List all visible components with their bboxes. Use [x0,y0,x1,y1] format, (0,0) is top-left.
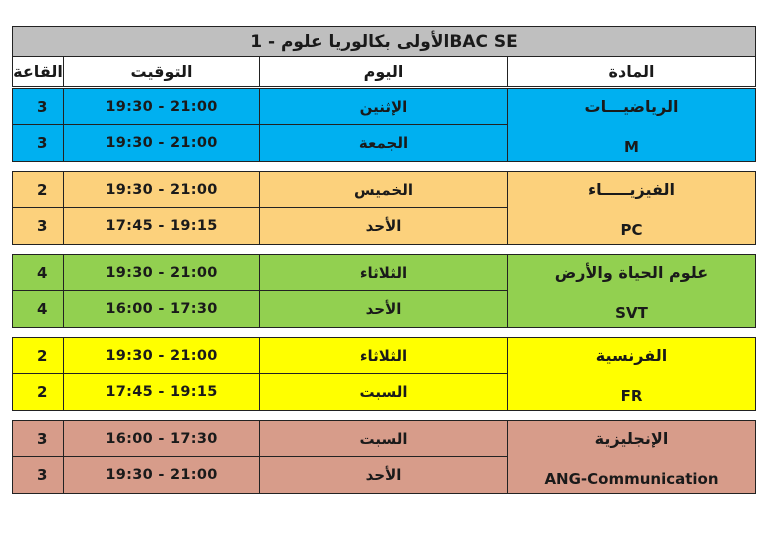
header-time: التوقيت [64,57,260,87]
time-cell: 19:30 - 21:00 [64,88,260,125]
subject-group-french [12,337,756,411]
schedule-row [12,457,508,494]
subject-cell [508,254,756,328]
subject-name-en: SVT [615,304,648,322]
day-cell: الجمعة [260,125,508,162]
time-cell: 17:45 - 19:15 [64,374,260,411]
subject-name-en: ANG-Communication [544,470,719,488]
time-cell: 19:30 - 21:00 [64,125,260,162]
header-room: القاعة [12,57,64,87]
header-day: اليوم [260,57,508,87]
schedule-row [12,291,508,328]
subject-name-ar: الإنجليزية [594,429,669,448]
subject-name-en: M [624,138,639,156]
subject-name-en: FR [620,387,643,405]
schedule-row [12,254,508,291]
schedule-row [12,125,508,162]
day-cell: الثلاثاء [260,337,508,374]
subject-cell [508,88,756,162]
header-subject: المادة [508,57,756,87]
time-cell: 16:00 - 17:30 [64,291,260,328]
table-title: الأولى بكالوريا علوم - 1BAC SE [12,26,756,57]
day-cell: السبت [260,374,508,411]
schedule-row [12,88,508,125]
day-cell: الخميس [260,171,508,208]
day-cell: الأحد [260,208,508,245]
day-cell: الأحد [260,291,508,328]
day-cell: الثلاثاء [260,254,508,291]
schedule-row [12,374,508,411]
schedule-row [12,337,508,374]
day-cell: الإثنين [260,88,508,125]
subject-group-svt [12,254,756,328]
header-row [12,57,756,87]
room-cell: 2 [12,171,64,208]
time-cell: 19:30 - 21:00 [64,171,260,208]
time-cell: 19:30 - 21:00 [64,337,260,374]
time-cell: 16:00 - 17:30 [64,420,260,457]
subject-group-physics [12,171,756,245]
subject-name-ar: الفرنسية [595,346,668,365]
room-cell: 3 [12,457,64,494]
subject-group-english [12,420,756,494]
subject-name-ar: الرياضيـــات [584,97,679,116]
subject-group-math [12,88,756,162]
room-cell: 3 [12,125,64,162]
room-cell: 3 [12,88,64,125]
schedule-row [12,171,508,208]
schedule-row [12,420,508,457]
day-cell: السبت [260,420,508,457]
room-cell: 2 [12,374,64,411]
time-cell: 19:30 - 21:00 [64,254,260,291]
subject-cell [508,337,756,411]
subject-name-en: PC [620,221,643,239]
time-cell: 17:45 - 19:15 [64,208,260,245]
schedule-row [12,208,508,245]
room-cell: 4 [12,254,64,291]
room-cell: 2 [12,337,64,374]
room-cell: 3 [12,208,64,245]
time-cell: 19:30 - 21:00 [64,457,260,494]
day-cell: الأحد [260,457,508,494]
subject-cell [508,420,756,494]
subject-name-ar: علوم الحياة والأرض [554,263,709,282]
subject-name-ar: الفيزيـــــاء [587,180,676,199]
subject-cell [508,171,756,245]
schedule-table [12,26,756,494]
room-cell: 3 [12,420,64,457]
room-cell: 4 [12,291,64,328]
